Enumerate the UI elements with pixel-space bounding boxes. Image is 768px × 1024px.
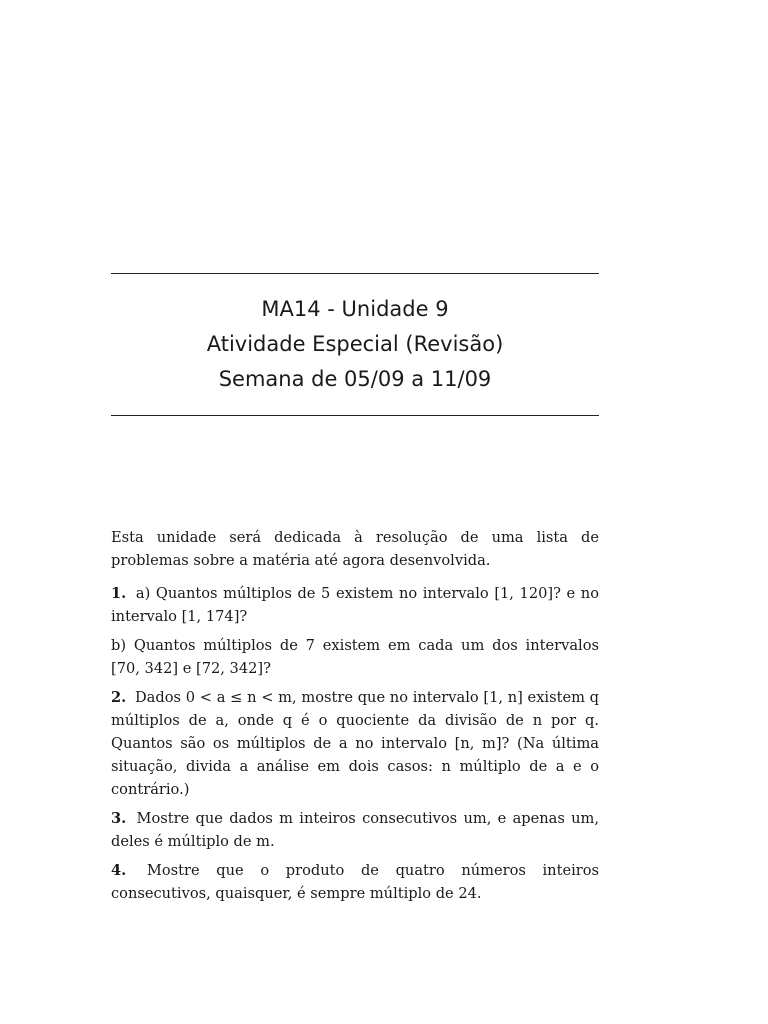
problem-number: 4. bbox=[111, 862, 127, 879]
problem-text: Mostre que o produto de quatro números inteiros consecutivos, quaisquer, é sempre múltiplo de 24. bbox=[111, 862, 599, 902]
title-block bbox=[111, 292, 599, 397]
title-rule-bottom bbox=[111, 415, 599, 416]
activity-title: Atividade Especial (Revisão) bbox=[206, 332, 504, 356]
problem-number: 2. bbox=[111, 689, 127, 706]
problem-3 bbox=[111, 807, 599, 853]
problem-number: 3. bbox=[111, 810, 127, 827]
document-body bbox=[111, 526, 599, 911]
problem-1-part-a bbox=[111, 582, 599, 628]
problem-text: Mostre que dados m inteiros consecutivos um, e apenas um, deles é múltiplo de m. bbox=[111, 810, 599, 850]
problem-2 bbox=[111, 686, 599, 801]
course-title: MA14 - Unidade 9 bbox=[261, 297, 449, 321]
problem-number: 1. bbox=[111, 585, 127, 602]
problem-text: b) Quantos múltiplos de 7 existem em cada um dos intervalos [70, 342] e [72, 342]? bbox=[111, 637, 599, 677]
problem-text: a) Quantos múltiplos de 5 existem no intervalo [1, 120]? e no intervalo [1, 174]? bbox=[111, 585, 599, 625]
title-rule-top bbox=[111, 273, 599, 274]
problem-text: Dados 0 < a ≤ n < m, mostre que no intervalo [1, n] existem q múltiplos de a, onde q é o quociente da divisão de n por q. Quantos são os múltiplos de a no intervalo [n, m]? (Na última situação, divida a análise em dois casos: n múltiplo de a e o contrário.) bbox=[111, 689, 599, 798]
week-title: Semana de 05/09 a 11/09 bbox=[218, 367, 492, 391]
intro-paragraph: Esta unidade será dedicada à resolução de uma lista de problemas sobre a matéria até agora desenvolvida. bbox=[111, 529, 599, 569]
problem-1-part-b bbox=[111, 634, 599, 680]
problem-4 bbox=[111, 859, 599, 905]
